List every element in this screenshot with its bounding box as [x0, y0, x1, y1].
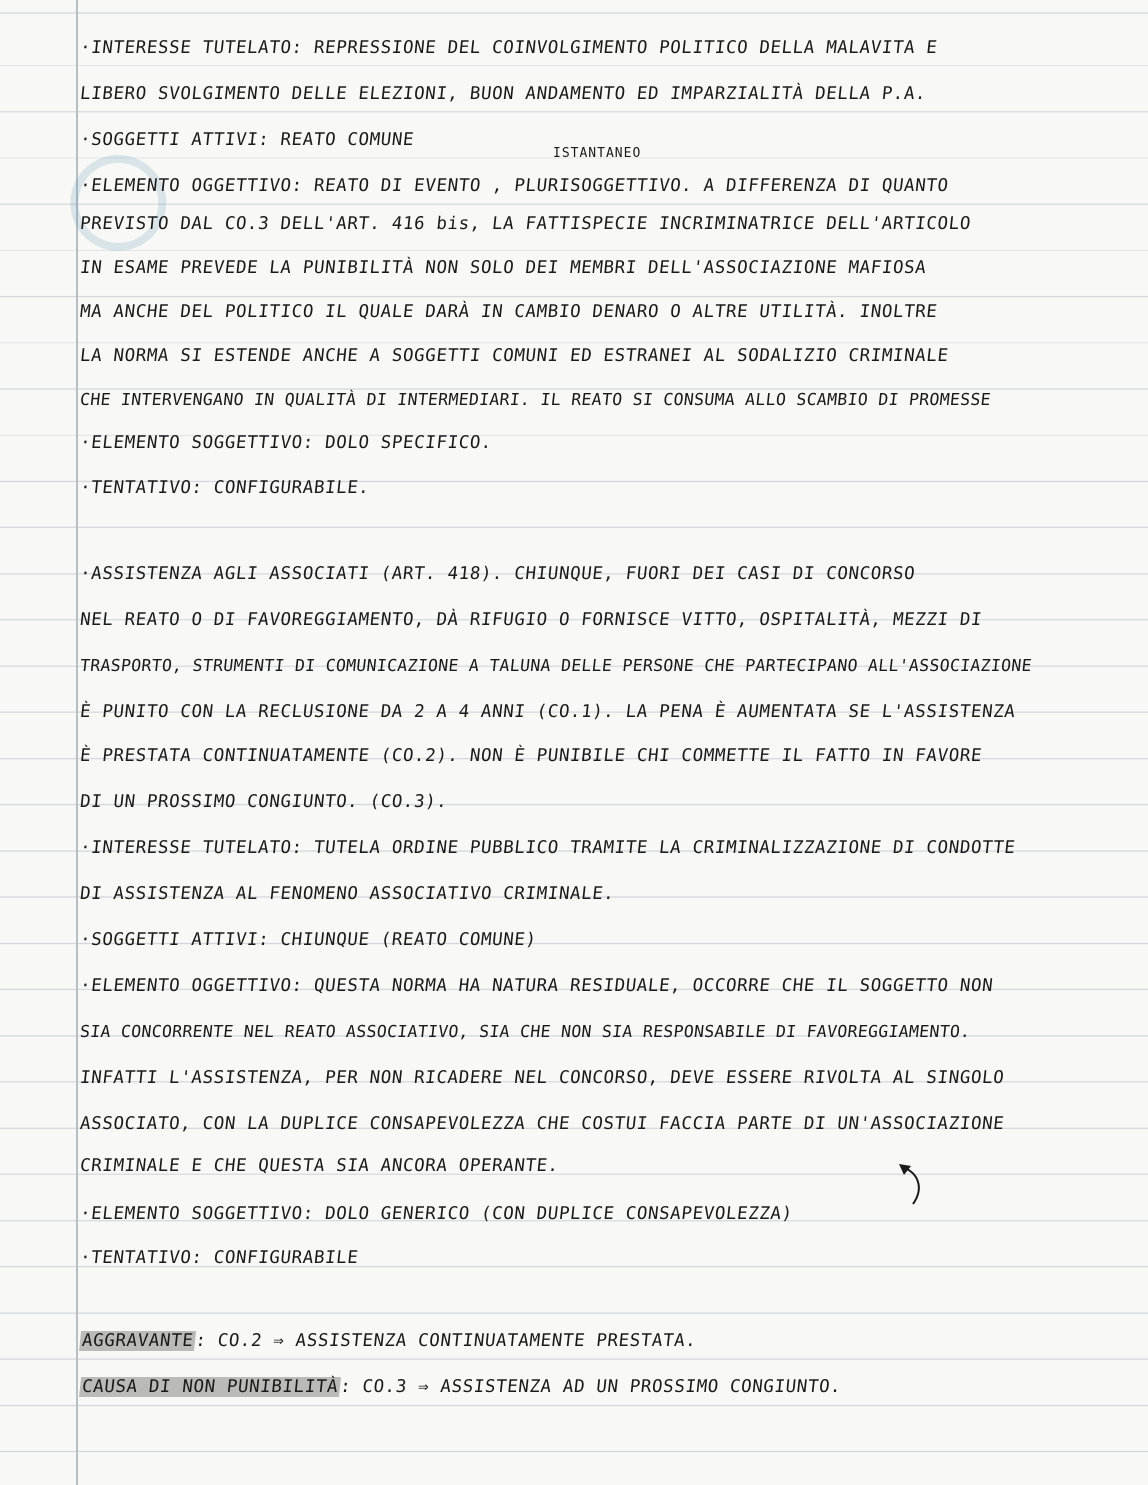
note-line: ·TENTATIVO: CONFIGURABILE: [78, 1248, 360, 1268]
highlighted-label: CAUSA DI NON PUNIBILITÀ: [80, 1377, 340, 1397]
note-line: ·ASSISTENZA AGLI ASSOCIATI (ART. 418). CHIUNQUE, FUORI DEI CASI DI CONCORSO: [78, 564, 917, 584]
note-line: ·INTERESSE TUTELATO: TUTELA ORDINE PUBBLICO TRAMITE LA CRIMINALIZZAZIONE DI CONDOTTE: [78, 838, 1017, 858]
margin-line: [76, 0, 78, 1485]
note-line: È PUNITO CON LA RECLUSIONE DA 2 A 4 ANNI (CO.1). LA PENA È AUMENTATA SE L'ASSISTENZA: [78, 702, 1017, 722]
note-line-aggravante: [78, 1323, 1148, 1359]
note-line: ·SOGGETTI ATTIVI: CHIUNQUE (REATO COMUNE): [78, 930, 538, 950]
note-line: LIBERO SVOLGIMENTO DELLE ELEZIONI, BUON ANDAMENTO ED IMPARZIALITÀ DELLA P.A.: [78, 84, 928, 104]
note-line: TRASPORTO, STRUMENTI DI COMUNICAZIONE A TALUNA DELLE PERSONE CHE PARTECIPANO ALL'ASSOCIAZIONE: [79, 656, 1033, 675]
note-line: ·ELEMENTO OGGETTIVO: REATO DI EVENTO , PLURISOGGETTIVO. A DIFFERENZA DI QUANTO: [78, 176, 950, 196]
note-line: ·SOGGETTI ATTIVI: REATO COMUNE: [78, 130, 416, 150]
note-text: : CO.2 ⇒ ASSISTENZA CONTINUATAMENTE PRESTATA.: [194, 1331, 698, 1351]
note-line: IN ESAME PREVEDE LA PUNIBILITÀ NON SOLO DEI MEMBRI DELL'ASSOCIAZIONE MAFIOSA: [78, 258, 928, 278]
note-line: DI ASSISTENZA AL FENOMENO ASSOCIATIVO CRIMINALE.: [78, 884, 616, 904]
note-line: MA ANCHE DEL POLITICO IL QUALE DARÀ IN CAMBIO DENARO O ALTRE UTILITÀ. INOLTRE: [78, 302, 939, 322]
note-line: ·ELEMENTO SOGGETTIVO: DOLO SPECIFICO.: [78, 433, 494, 453]
note-line: ·TENTATIVO: CONFIGURABILE.: [78, 478, 371, 498]
note-line-causa: [78, 1369, 1148, 1405]
note-line: È PRESTATA CONTINUATAMENTE (CO.2). NON È PUNIBILE CHI COMMETTE IL FATTO IN FAVORE: [78, 746, 984, 766]
note-line: ·ELEMENTO SOGGETTIVO: DOLO GENERICO (CON DUPLICE CONSAPEVOLEZZA): [78, 1204, 794, 1224]
note-line: LA NORMA SI ESTENDE ANCHE A SOGGETTI COMUNI ED ESTRANEI AL SODALIZIO CRIMINALE: [78, 346, 950, 366]
note-line: PREVISTO DAL CO.3 DELL'ART. 416 bis, LA FATTISPECIE INCRIMINATRICE DELL'ARTICOLO: [78, 214, 972, 234]
note-line: ·ELEMENTO OGGETTIVO: QUESTA NORMA HA NATURA RESIDUALE, OCCORRE CHE IL SOGGETTO NON: [78, 976, 995, 996]
note-line: NEL REATO O DI FAVOREGGIAMENTO, DÀ RIFUGIO O FORNISCE VITTO, OSPITALITÀ, MEZZI DI: [78, 610, 984, 630]
note-line: ·INTERESSE TUTELATO: REPRESSIONE DEL COINVOLGIMENTO POLITICO DELLA MALAVITA E: [78, 38, 939, 58]
note-line: DI UN PROSSIMO CONGIUNTO. (CO.3).: [78, 792, 449, 812]
note-text: : CO.3 ⇒ ASSISTENZA AD UN PROSSIMO CONGIUNTO.: [339, 1377, 843, 1397]
note-line: CHE INTERVENGANO IN QUALITÀ DI INTERMEDIARI. IL REATO SI CONSUMA ALLO SCAMBIO DI PROMESSE: [79, 390, 992, 409]
note-line: SIA CONCORRENTE NEL REATO ASSOCIATIVO, SIA CHE NON SIA RESPONSABILE DI FAVOREGGIAMENTO.: [79, 1022, 972, 1041]
note-line: ASSOCIATO, CON LA DUPLICE CONSAPEVOLEZZA CHE COSTUI FACCIA PARTE DI UN'ASSOCIAZIONE: [78, 1114, 1006, 1134]
highlighted-label: AGGRAVANTE: [80, 1331, 195, 1351]
note-superscript: ISTANTANEO: [553, 146, 642, 161]
note-line: CRIMINALE E CHE QUESTA SIA ANCORA OPERANTE.: [78, 1156, 560, 1176]
note-line: INFATTI L'ASSISTENZA, PER NON RICADERE NEL CONCORSO, DEVE ESSERE RIVOLTA AL SINGOLO: [78, 1068, 1006, 1088]
arrow-icon: [895, 1160, 935, 1210]
